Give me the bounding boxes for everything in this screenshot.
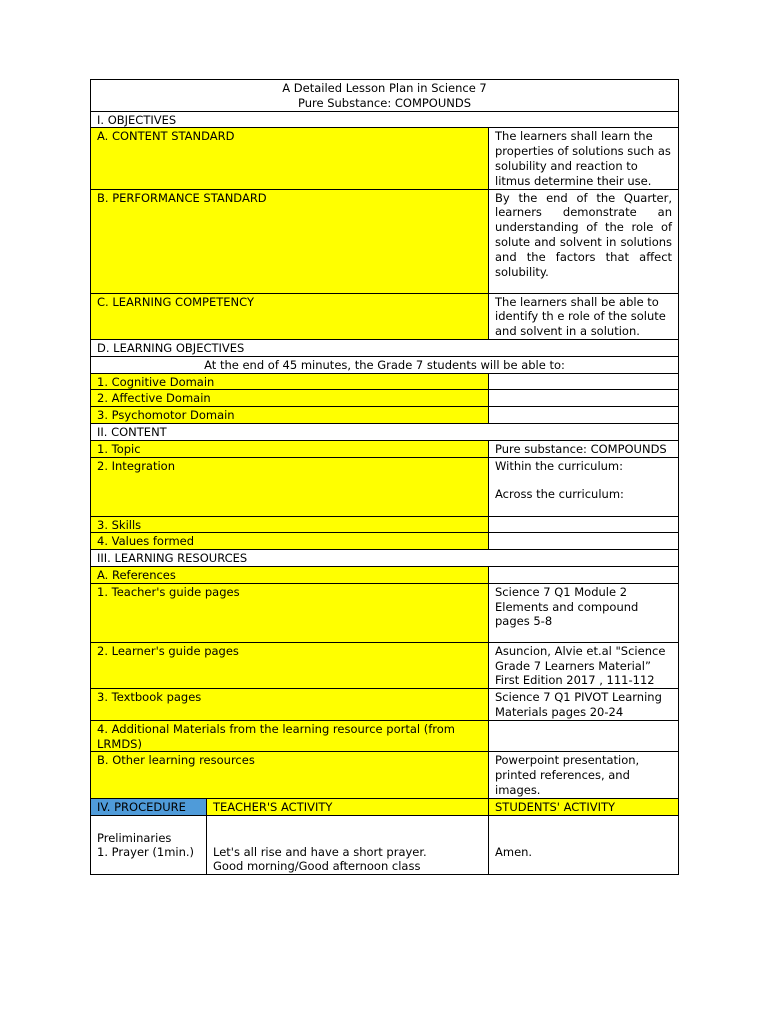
- additional-materials-value: [489, 720, 679, 752]
- integration-value: [489, 457, 679, 516]
- additional-materials-label: 4. Additional Materials from the learning resource portal (from LRMDS): [91, 720, 489, 752]
- prayer-label: 1. Prayer (1min.): [97, 845, 195, 860]
- learning-objectives-row: [91, 339, 679, 356]
- topic-value: Pure substance: COMPOUNDS: [489, 440, 679, 457]
- performance-standard-value: By the end of the Quarter, learners demonstrate an understanding of the role of solute and solvent in solutions and the factors that affect solubility.: [489, 189, 679, 293]
- integration-within: Within the curriculum:: [495, 458, 624, 473]
- student-activity-cell: [489, 815, 679, 875]
- content-standard-value: The learners shall learn the properties of solutions such as solubility and reaction to litmus determine their use.: [489, 128, 679, 189]
- resources-heading-row: [91, 550, 679, 567]
- teacher-activity-header: TEACHER'S ACTIVITY: [207, 798, 489, 815]
- psychomotor-domain-value: [489, 407, 679, 424]
- skills-label: 3. Skills: [91, 516, 489, 533]
- document-subtitle: Pure Substance: COMPOUNDS: [297, 95, 472, 110]
- performance-standard-label: B. PERFORMANCE STANDARD: [91, 189, 489, 293]
- references-row: [91, 566, 679, 583]
- teacher-prayer-line: Let's all rise and have a short prayer.: [213, 844, 427, 859]
- performance-standard-row: [91, 189, 679, 293]
- domain-row: [91, 373, 679, 390]
- topic-row: [91, 440, 679, 457]
- teachers-guide-row: [91, 583, 679, 642]
- content-heading-row: [91, 423, 679, 440]
- skills-row: [91, 516, 679, 533]
- learners-guide-label: 2. Learner's guide pages: [91, 642, 489, 688]
- cognitive-domain-value: [489, 373, 679, 390]
- values-row: [91, 533, 679, 550]
- objectives-heading: I. OBJECTIVES: [91, 111, 679, 128]
- teacher-greeting-line: Good morning/Good afternoon class: [213, 859, 421, 874]
- textbook-value: Science 7 Q1 PIVOT Learning Materials pages 20-24: [489, 689, 679, 721]
- other-resources-label: B. Other learning resources: [91, 752, 489, 798]
- other-resources-row: [91, 752, 679, 798]
- integration-across: Across the curriculum:: [495, 487, 624, 502]
- lesson-plan-page: [90, 79, 678, 875]
- psychomotor-domain-label: 3. Psychomotor Domain: [91, 407, 489, 424]
- topic-label: 1. Topic: [91, 440, 489, 457]
- additional-materials-row: [91, 720, 679, 752]
- teachers-guide-label: 1. Teacher's guide pages: [91, 583, 489, 642]
- learners-guide-value: Asuncion, Alvie et.al "Science Grade 7 Learners Material” First Edition 2017 , 111-112: [489, 642, 679, 688]
- teachers-guide-value: Science 7 Q1 Module 2 Elements and compound pages 5-8: [489, 583, 679, 642]
- preliminaries-cell: [91, 815, 207, 875]
- procedure-heading: IV. PROCEDURE: [91, 798, 207, 815]
- integration-label: 2. Integration: [91, 457, 489, 516]
- values-label: 4. Values formed: [91, 533, 489, 550]
- content-standard-label: A. CONTENT STANDARD: [91, 128, 489, 189]
- learning-objectives-intro: At the end of 45 minutes, the Grade 7 students will be able to:: [91, 356, 679, 373]
- content-heading: II. CONTENT: [91, 423, 679, 440]
- learning-competency-value: The learners shall be able to identify th e role of the solute and solvent in a solution.: [489, 293, 679, 339]
- cognitive-domain-label: 1. Cognitive Domain: [91, 373, 489, 390]
- integration-row: [91, 457, 679, 516]
- references-value: [489, 566, 679, 583]
- document-title: A Detailed Lesson Plan in Science 7: [282, 81, 487, 95]
- objectives-heading-row: [91, 111, 679, 128]
- affective-domain-label: 2. Affective Domain: [91, 390, 489, 407]
- student-activity-header: STUDENTS' ACTIVITY: [489, 798, 679, 815]
- student-response: Amen.: [495, 844, 533, 859]
- content-standard-row: [91, 128, 679, 189]
- lesson-plan-table: [90, 79, 679, 875]
- references-label: A. References: [91, 566, 489, 583]
- domain-row: [91, 407, 679, 424]
- teacher-activity-cell: [207, 815, 489, 875]
- textbook-row: [91, 689, 679, 721]
- other-resources-value: Powerpoint presentation, printed references, and images.: [489, 752, 679, 798]
- learning-objectives-label: D. LEARNING OBJECTIVES: [91, 339, 679, 356]
- procedure-header-row: [91, 798, 679, 815]
- textbook-label: 3. Textbook pages: [91, 689, 489, 721]
- affective-domain-value: [489, 390, 679, 407]
- skills-value: [489, 516, 679, 533]
- resources-heading: III. LEARNING RESOURCES: [91, 550, 679, 567]
- domain-row: [91, 390, 679, 407]
- header-row: [91, 80, 679, 112]
- learning-competency-label: C. LEARNING COMPETENCY: [91, 293, 489, 339]
- learners-guide-row: [91, 642, 679, 688]
- preliminaries-label: Preliminaries: [97, 830, 172, 845]
- values-value: [489, 533, 679, 550]
- preliminaries-row: [91, 815, 679, 875]
- title-cell: [91, 80, 679, 112]
- learning-objectives-intro-row: [91, 356, 679, 373]
- learning-competency-row: [91, 293, 679, 339]
